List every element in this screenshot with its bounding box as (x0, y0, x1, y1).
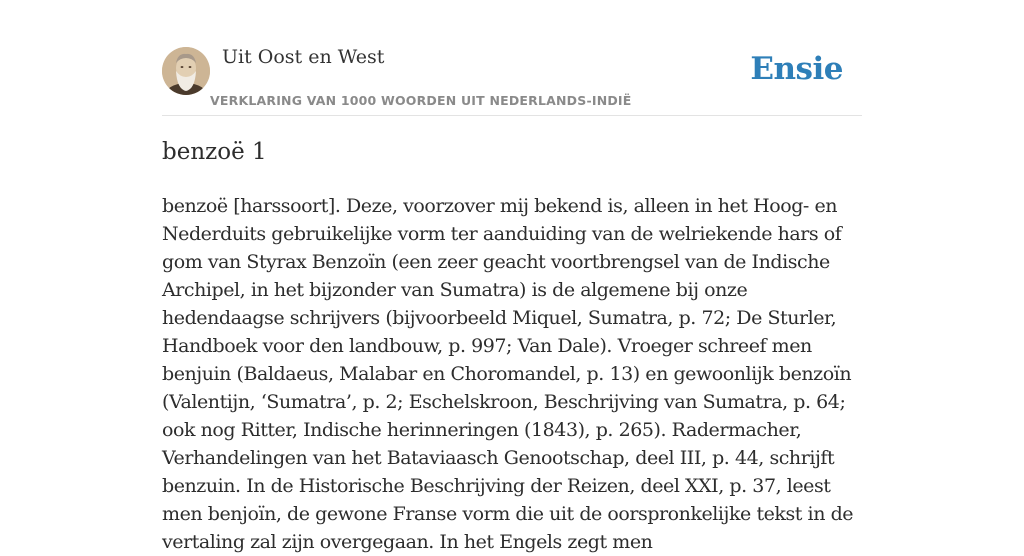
entry-body: benzoë [harssoort]. Deze, voorzover mij bekend is, alleen in het Hoog- en Nederduits gebruikelijke vorm ter aanduiding van de welriekende hars of gom van Styrax Benzoïn (een zeer geacht voortbrengsel van de Indische Archipel, in het bijzonder van Sumatra) is de algemene bij onze hedendaagse schrijvers (bijvoorbeeld Miquel, Sumatra, p. 72; De Sturler, Handboek voor den landbouw, p. 997; Van Dale). Vroeger schreef men benjuin (Baldaeus, Malabar en Choromandel, p. 13) en gewoonlijk benzoïn (Valentijn, ‘Sumatra’, p. 2; Eschelskroon, Beschrijving van Sumatra, p. 64; ook nog Ritter, Indische herinneringen (1843), p. 265). Radermacher, Verhandelingen van het Bataviaasch Genootschap, deel III, p. 44, schrijft benzuin. In de Historische Beschrijving der Reizen, deel XXI, p. 37, leest men benjoïn, de gewone Franse vorm die uit de oorspronkelijke tekst in de vertaling zal zijn overgegaan. In het Engels zegt men (162, 195, 854, 553)
publication-subtitle[interactable]: VERKLARING VAN 1000 WOORDEN UIT NEDERLANDS-INDIË (210, 93, 632, 108)
header-divider (162, 115, 862, 116)
entry-title: benzoë 1 (162, 139, 267, 165)
author-name[interactable]: Uit Oost en West (222, 46, 385, 68)
author-avatar[interactable] (162, 47, 210, 95)
site-header (162, 46, 862, 116)
ensie-logo-link[interactable]: Ensie (750, 51, 843, 87)
portrait-icon (162, 47, 210, 95)
